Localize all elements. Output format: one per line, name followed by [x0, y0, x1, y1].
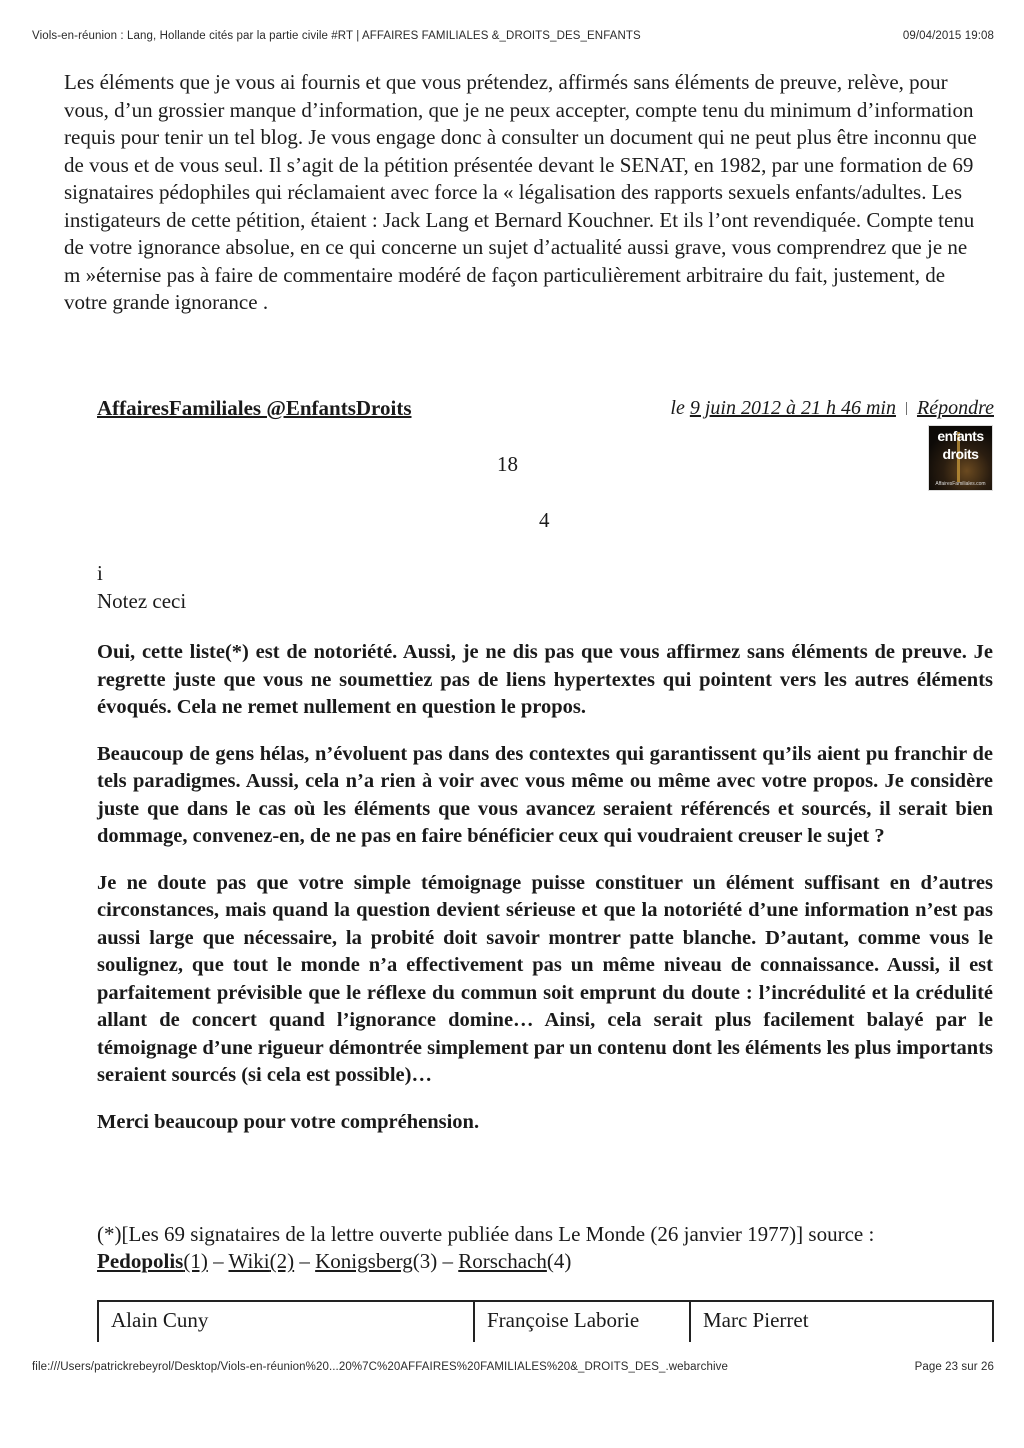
table-cell: Marc Pierret — [690, 1301, 993, 1342]
source-link-wiki[interactable]: Wiki — [228, 1249, 270, 1273]
avatar-text-line1: enfants — [937, 428, 984, 444]
print-footer-path: file:///Users/patrickrebeyrol/Desktop/Viols-en-réunion%20...20%7C%20AFFAIRES%20FAMILIALES%20&_DROITS_DES_.webarchive — [32, 1361, 728, 1373]
print-header-datetime: 09/04/2015 19:08 — [902, 30, 994, 42]
source-link-rorschach[interactable]: Rorschach — [458, 1249, 547, 1273]
intro-paragraph — [64, 69, 980, 317]
meta-separator: | — [904, 400, 908, 416]
print-header-title: Viols-en-réunion : Lang, Hollande cités par la partie civile #RT | AFFAIRES FAMILIALES &_DROITS_DES_ENFANTS — [32, 30, 641, 42]
comment-paragraph: Oui, cette liste(*) est de notoriété. Aussi, je ne dis pas que vous affirmez sans éléments de preuve. Je regrette juste que vous ne soumettiez pas de liens hypertextes qui pointent vers les autres éléments évoqués. Cela ne remet nullement en question le propos. — [97, 641, 993, 718]
source-ref-2[interactable]: (2) — [269, 1249, 295, 1273]
rate-this-label: Notez ceci — [97, 589, 187, 613]
source-ref-3: (3) — [412, 1249, 438, 1273]
reply-link[interactable]: Répondre — [916, 397, 994, 419]
source-dash: – — [294, 1249, 316, 1273]
print-footer-page: Page 23 sur 26 — [914, 1361, 994, 1373]
comment-date-prefix: le — [670, 397, 685, 419]
intro-paragraph-text: Les éléments que je vous ai fournis et que vous prétendez, affirmés sans éléments de preuve, relève, pour vous, d’un grossier manque d’information, que je ne peux accepter, compte tenu du minimum d’information requis pour tenir un tel blog. Je vous engage donc à consulter un document qui ne peut plus être inconnu que de vous et de vous seul. Il s’agit de la pétition présentée devant le SENAT, en 1982, par une formation de 69 signataires pédophiles qui réclamaient avec force la « légalisation des rapports sexuels enfants/adultes. Les instigateurs de cette pétition, étaient : Jack Lang et Bernard Kouchner. Et ils l’ont revendiquée. Compte tenu de votre ignorance absolue, en ce qui concerne un sujet d’actualité aussi grave, vous comprendrez que je ne m »éternise pas à faire de commentaire modéré de façon particulièrement arbitraire du fait, justement, de votre grande ignorance . — [64, 70, 977, 314]
comment-paragraph: Je ne doute pas que votre simple témoignage puisse constituer un élément suffisant en d’autres circonstances, mais quand la question devient sérieuse et que la notoriété d’une information n’est pas aussi large que nécessaire, la probité doit savoir montrer patte blanche. D’autant, comme vous le soulignez, que tout le monde n’a effectivement pas un même niveau de connaissance. Aussi, il est parfaitement prévisible que le réflexe du commun soit emprunt du doute : l’incrédulité et la crédulité allant de concert quand l’ignorance domine… Ainsi, cela serait plus facilement balayé par le témoignage d’une rigueur démontrée simplement par un contenu dont les éléments les plus importants seraient sourcés (si cela est possible)… — [97, 871, 993, 1086]
source-dash: – — [207, 1249, 229, 1273]
source-link-konigsberg[interactable]: Konigsberg — [315, 1249, 413, 1273]
info-icon[interactable]: i — [97, 561, 103, 585]
source-ref-1[interactable]: (1) — [183, 1249, 208, 1273]
print-header — [32, 30, 994, 42]
source-link-pedopolis[interactable]: Pedopolis — [97, 1249, 184, 1273]
source-ref-4: (4) — [546, 1249, 572, 1273]
avatar-text-line2: droits — [942, 446, 979, 462]
table-row — [98, 1301, 993, 1342]
footnote-text: (*)[Les 69 signataires de la lettre ouverte publiée dans Le Monde (26 janvier 1977)] source : — [97, 1222, 875, 1246]
avatar-url-text: AffairesFamiliales.com — [935, 481, 986, 487]
table-cell: Alain Cuny — [98, 1301, 474, 1342]
vote-down-count[interactable]: 4 — [539, 508, 550, 532]
table-cell: Françoise Laborie — [474, 1301, 690, 1342]
vote-up-count[interactable]: 18 — [497, 452, 518, 476]
comment-date-link[interactable]: 9 juin 2012 à 21 h 46 min — [689, 397, 896, 419]
print-footer — [32, 1361, 994, 1373]
comment-paragraph: Merci beaucoup pour votre compréhension. — [97, 1110, 480, 1133]
comment-author-link[interactable]: AffairesFamiliales @EnfantsDroits — [97, 396, 412, 420]
signatories-table — [97, 1300, 994, 1342]
comment-paragraph: Beaucoup de gens hélas, n’évoluent pas dans des contextes qui garantissent qu’ils aient pu franchir de tels paradigmes. Aussi, cela n’a rien à voir avec vous même ou même avec votre propos. Je considère juste que dans le cas où les éléments que vous avancez seraient référencés et sourcés, il serait bien dommage, convenez-en, de ne pas en faire bénéficier ceux qui voudraient creuser le sujet ? — [97, 742, 993, 847]
comment-header — [97, 396, 994, 426]
source-dash: – — [437, 1249, 459, 1273]
footnote — [97, 1221, 993, 1275]
comment-body — [97, 639, 993, 1155]
avatar — [928, 425, 993, 491]
footnote-sources — [97, 1248, 993, 1275]
comment-meta — [670, 397, 994, 420]
